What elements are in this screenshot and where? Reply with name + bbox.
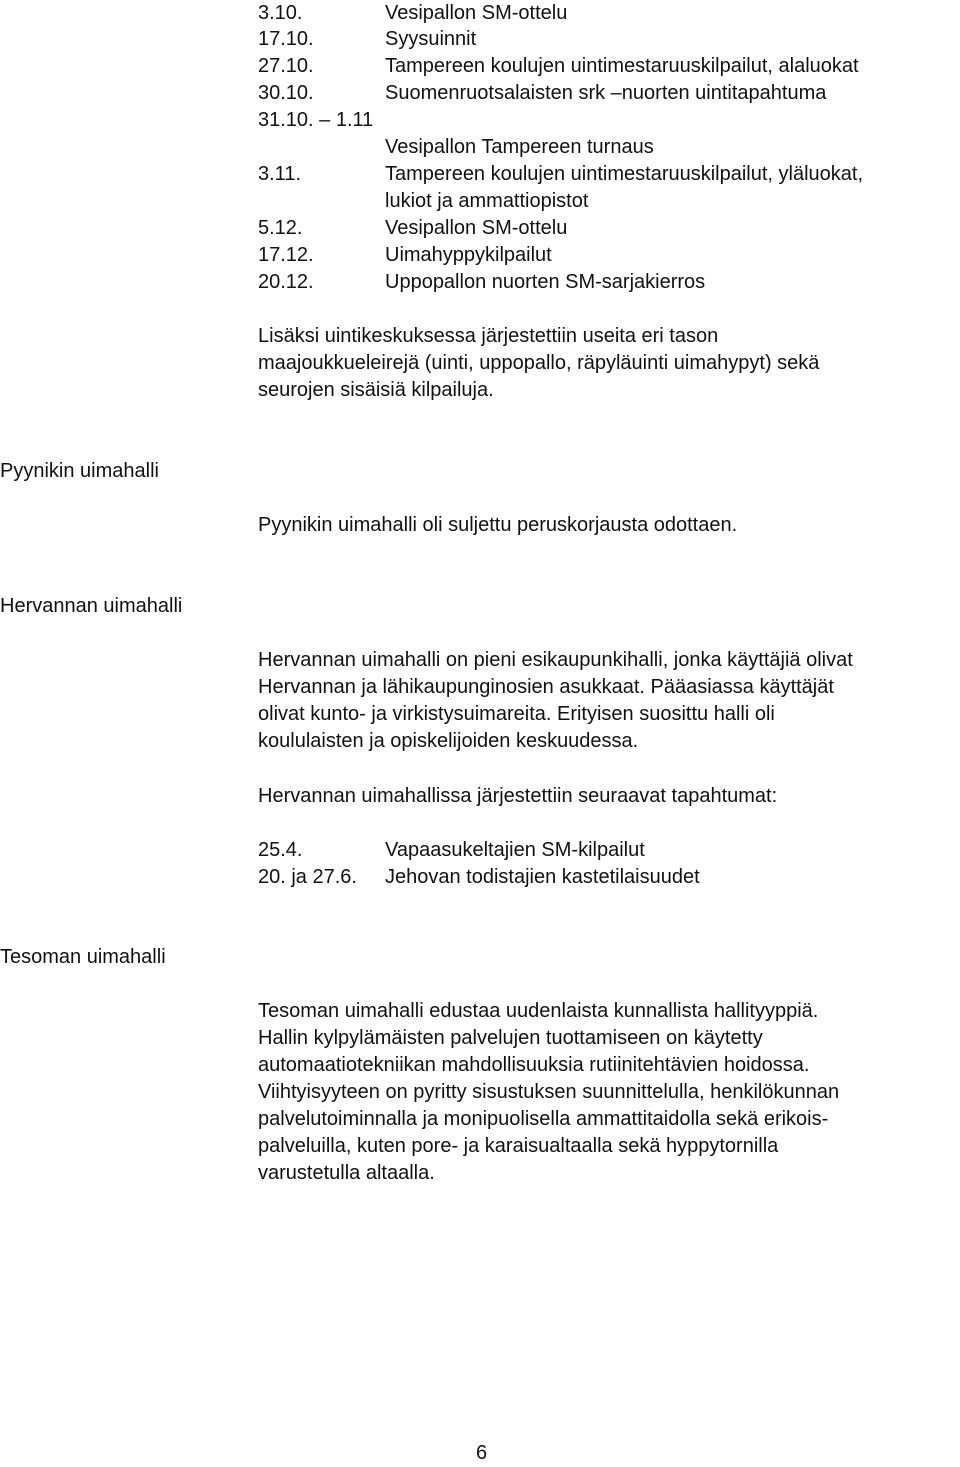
event-name: Uppopallon nuorten SM-sarjakierros: [385, 271, 706, 293]
paragraph-line: maajoukkueleirejä (uinti, uppopallo, räpyläuinti uimahypyt) sekä: [258, 352, 820, 374]
page-number: 6: [476, 1442, 488, 1464]
event-name: Suomenruotsalaisten srk –nuorten uintitapahtuma: [385, 82, 827, 104]
event-date: 5.12.: [258, 217, 303, 239]
event-name: Vesipallon Tampereen turnaus: [385, 136, 654, 158]
event-date: 20. ja 27.6.: [258, 866, 357, 888]
event-name: Vesipallon SM-ottelu: [385, 217, 568, 239]
section-heading-hervanta: Hervannan uimahalli: [0, 595, 183, 617]
paragraph-line: palveluilla, kuten pore- ja karaisualtaalla sekä hyppytornilla: [258, 1135, 779, 1157]
event-date: 17.10.: [258, 28, 314, 50]
section-heading-tesoma: Tesoman uimahalli: [0, 946, 166, 968]
event-date: 30.10.: [258, 82, 314, 104]
event-name: Syysuinnit: [385, 28, 477, 50]
section-heading-pyynikki: Pyynikin uimahalli: [0, 460, 159, 482]
paragraph-line: olivat kunto- ja virkistysuimareita. Erityisen suosittu halli oli: [258, 703, 775, 725]
event-name: Tampereen koulujen uintimestaruuskilpailut, alaluokat: [385, 55, 859, 77]
paragraph-line: Hervannan uimahalli on pieni esikaupunkihalli, jonka käyttäjiä olivat: [258, 649, 853, 671]
event-date: 31.10. – 1.11: [258, 109, 374, 131]
event-date: 27.10.: [258, 55, 314, 77]
paragraph-line: koululaisten ja opiskelijoiden keskuudessa.: [258, 730, 639, 752]
paragraph-line: Hallin kylpylämäisten palvelujen tuottamiseen on käytetty: [258, 1027, 763, 1049]
event-name: Uimahyppykilpailut: [385, 244, 552, 266]
tesoma-paragraph: [258, 998, 958, 1187]
paragraph-line: Tesoman uimahalli edustaa uudenlaista kunnallista hallityyppiä.: [258, 1000, 819, 1022]
hervanta-paragraph: [258, 647, 958, 755]
event-name: Vapaasukeltajien SM-kilpailut: [385, 839, 645, 861]
paragraph-line: automaatiotekniikan mahdollisuuksia rutiinitehtävien hoidossa.: [258, 1054, 810, 1076]
paragraph-line: Viihtyisyyteen on pyritty sisustuksen suunnittelulla, henkilökunnan: [258, 1081, 840, 1103]
pyynikki-text: Pyynikin uimahalli oli suljettu peruskorjausta odottaen.: [258, 514, 738, 536]
event-name: lukiot ja ammattiopistot: [385, 190, 589, 212]
event-name: Tampereen koulujen uintimestaruuskilpailut, yläluokat,: [385, 163, 864, 185]
paragraph-line: palvelutoiminnalla ja monipuolisella ammattitaidolla sekä erikois-: [258, 1108, 829, 1130]
event-date: 17.12.: [258, 244, 314, 266]
event-date: 20.12.: [258, 271, 314, 293]
event-date: 3.10.: [258, 2, 303, 24]
event-date: 3.11.: [258, 163, 301, 185]
paragraph-line: seurojen sisäisiä kilpailuja.: [258, 379, 494, 401]
hervanta-events-intro: Hervannan uimahallissa järjestettiin seuraavat tapahtumat:: [258, 785, 778, 807]
paragraph-line: Lisäksi uintikeskuksessa järjestettiin useita eri tason: [258, 325, 719, 347]
event-date: 25.4.: [258, 839, 303, 861]
event-name: Vesipallon SM-ottelu: [385, 2, 568, 24]
event-name: Jehovan todistajien kastetilaisuudet: [385, 866, 700, 888]
intro-paragraph: [258, 323, 958, 404]
paragraph-line: Hervannan ja lähikaupunginosien asukkaat. Pääasiassa käyttäjät: [258, 676, 834, 698]
paragraph-line: varustetulla altaalla.: [258, 1162, 435, 1184]
